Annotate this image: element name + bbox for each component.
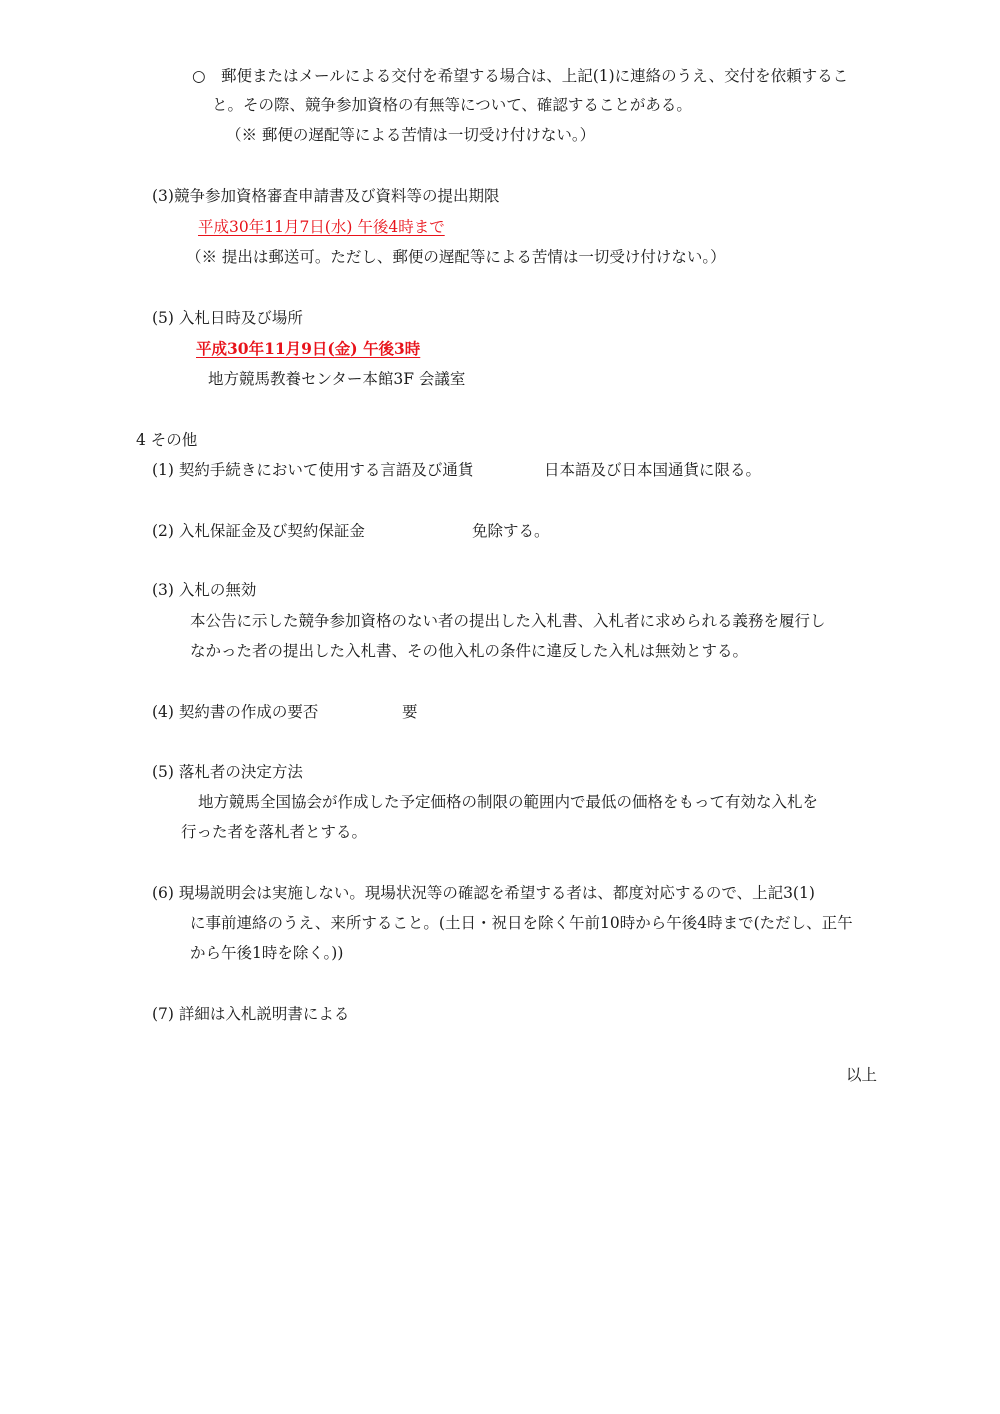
- section-5-heading: (5) 入札日時及び場所: [152, 309, 303, 327]
- other-6-body-2: に事前連絡のうえ、来所すること。(土日・祝日を除く午前10時から午後4時まで(ただし、正午: [190, 914, 853, 932]
- other-4-value: 要: [402, 703, 418, 721]
- other-5-body-2: 行った者を落札者とする。: [181, 823, 368, 841]
- other-2-label: (2) 入札保証金及び契約保証金: [152, 522, 365, 540]
- bid-place: 地方競馬教養センター本館3F 会議室: [208, 370, 466, 388]
- submission-deadline: 平成30年11月7日(水) 午後4時まで: [198, 218, 445, 236]
- submission-note: （※ 提出は郵送可。ただし、郵便の遅配等による苦情は一切受け付けない。）: [186, 248, 726, 266]
- mail-delivery-line-2: と。その際、競争参加資格の有無等について、確認することがある。: [212, 96, 692, 114]
- other-5-body-1: 地方競馬全国協会が作成した予定価格の制限の範囲内で最低の価格をもって有効な入札を: [198, 793, 819, 811]
- section-3-heading: (3)競争参加資格審査申請書及び資料等の提出期限: [152, 187, 500, 205]
- other-6-body-3: から午後1時を除く。)): [190, 944, 344, 962]
- other-7: (7) 詳細は入札説明書による: [152, 1005, 350, 1023]
- other-1-value: 日本語及び日本国通貨に限る。: [544, 461, 762, 479]
- other-3-body-1: 本公告に示した競争参加資格のない者の提出した入札書、入札者に求められる義務を履行し: [190, 612, 826, 630]
- other-4-label: (4) 契約書の作成の要否: [152, 703, 319, 721]
- closing-mark: 以上: [846, 1066, 878, 1084]
- mail-delivery-line-1: ○ 郵便またはメールによる交付を希望する場合は、上記(1)に連絡のうえ、交付を依頼するこ: [192, 67, 849, 85]
- other-6-body-1: (6) 現場説明会は実施しない。現場状況等の確認を希望する者は、都度対応するので、上記3(1): [152, 884, 815, 902]
- other-3-body-2: なかった者の提出した入札書、その他入札の条件に違反した入札は無効とする。: [190, 642, 749, 660]
- bid-datetime: 平成30年11月9日(金) 午後3時: [196, 339, 421, 358]
- section-4-heading: 4 その他: [136, 431, 198, 449]
- other-5-heading: (5) 落札者の決定方法: [152, 763, 303, 781]
- other-3-heading: (3) 入札の無効: [152, 581, 257, 599]
- other-2-value: 免除する。: [472, 522, 550, 540]
- other-1-label: (1) 契約手続きにおいて使用する言語及び通貨: [152, 461, 474, 479]
- mail-delivery-note: （※ 郵便の遅配等による苦情は一切受け付けない。）: [226, 126, 596, 144]
